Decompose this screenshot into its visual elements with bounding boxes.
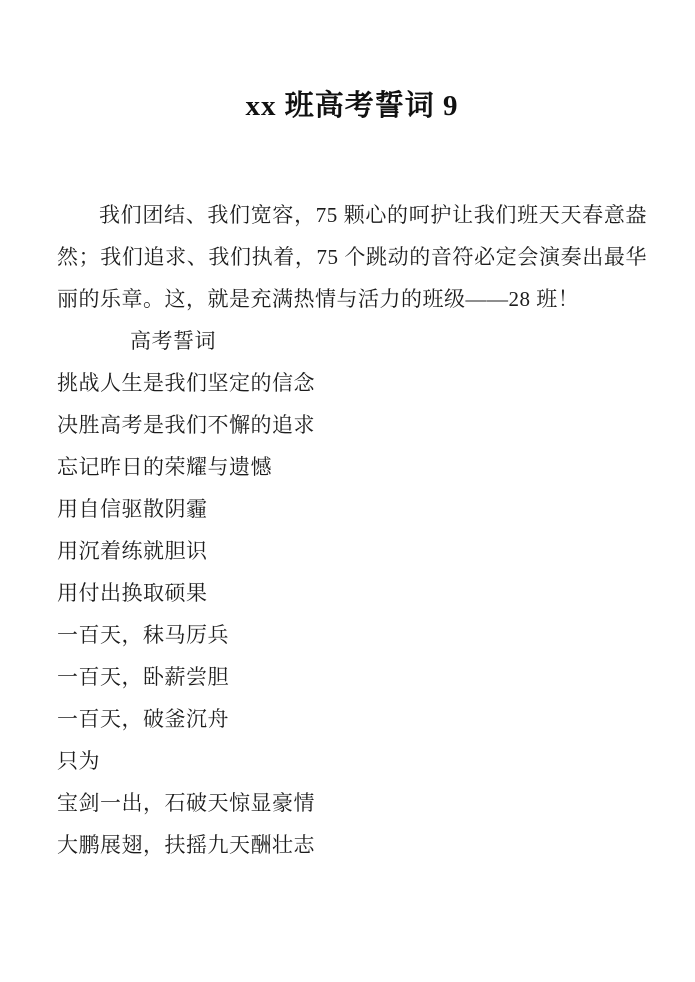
opening-paragraph: 我们团结、我们宽容，75 颗心的呵护让我们班天天春意盎然；我们追求、我们执着，75 个跳动的音符必定会演奏出最华丽的乐章。这，就是充满热情与活力的班级——28 班！ <box>57 203 647 311</box>
poem-line: 用沉着练就胆识 <box>57 539 208 563</box>
poem-line: 用付出换取硕果 <box>57 581 208 605</box>
document-body <box>57 194 647 866</box>
poem-line: 忘记昨日的荣耀与遗憾 <box>57 455 272 479</box>
poem-line: 大鹏展翅，扶摇九天酬壮志 <box>57 833 315 857</box>
poem-line: 挑战人生是我们坚定的信念 <box>57 371 315 395</box>
poem-line: 一百天，秣马厉兵 <box>57 623 229 647</box>
poem-line: 用自信驱散阴霾 <box>57 497 208 521</box>
poem-line: 只为 <box>57 749 100 773</box>
poem-line: 一百天，破釜沉舟 <box>57 707 229 731</box>
section-subtitle: 高考誓词 <box>130 329 216 353</box>
document-title: xx 班高考誓词 9 <box>245 90 459 122</box>
poem-line: 宝剑一出，石破天惊显豪情 <box>57 791 315 815</box>
poem-line: 一百天，卧薪尝胆 <box>57 665 229 689</box>
poem-lines <box>57 362 647 866</box>
poem-line: 决胜高考是我们不懈的追求 <box>57 413 315 437</box>
